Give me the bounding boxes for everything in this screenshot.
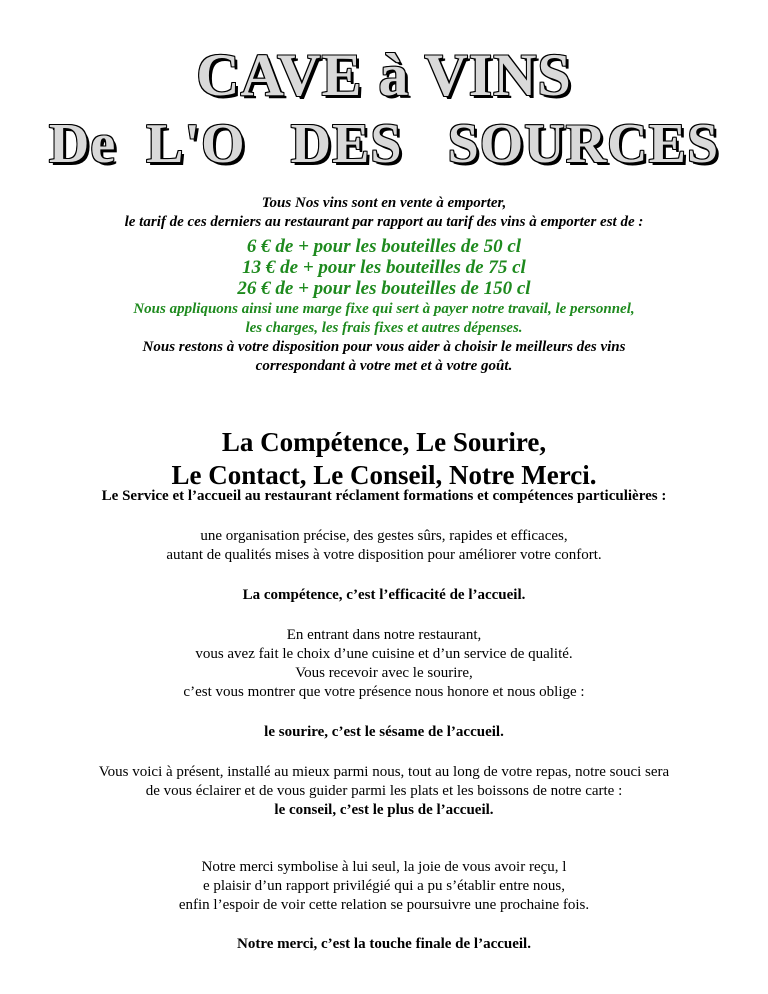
paragraph-line: Notre merci symbolise à lui seul, la joie de vous avoir reçu, l bbox=[201, 859, 567, 875]
pricing-intro bbox=[0, 194, 768, 232]
paragraph-sourire bbox=[0, 626, 768, 702]
paragraph-line: e plaisir d’un rapport privilégié qui a pu s’établir entre nous, bbox=[203, 878, 565, 894]
paragraph-line: enfin l’espoir de voir cette relation se poursuivre une prochaine fois. bbox=[178, 897, 590, 913]
price-line-50cl: 6 € de + pour les bouteilles de 50 cl bbox=[246, 236, 522, 257]
conclusion-line: le conseil, c’est le plus de l’accueil. bbox=[274, 802, 494, 818]
pricing-intro-line: Tous Nos vins sont en vente à emporter, bbox=[261, 195, 507, 211]
paragraph-line: Vous recevoir avec le sourire, bbox=[295, 665, 473, 681]
page-subtitle: De L'O DES SOURCES bbox=[48, 113, 720, 175]
margin-note-line: les charges, les frais fixes et autres dépenses. bbox=[245, 320, 523, 336]
help-note-line: Nous restons à votre disposition pour vous aider à choisir le meilleurs des vins bbox=[142, 339, 626, 355]
conclusion-line: La compétence, c’est l’efficacité de l’accueil. bbox=[242, 587, 526, 603]
paragraph-conseil bbox=[0, 763, 768, 820]
paragraph-line: vous avez fait le choix d’une cuisine et d’un service de qualité. bbox=[195, 646, 573, 662]
values-heading bbox=[0, 426, 768, 492]
conclusion-line: le sourire, c’est le sésame de l’accueil. bbox=[264, 724, 504, 740]
conclusion-merci bbox=[0, 935, 768, 954]
paragraph-competence bbox=[0, 527, 768, 565]
price-list bbox=[0, 236, 768, 299]
conclusion-sourire bbox=[0, 723, 768, 742]
paragraph-line: c’est vous montrer que votre présence nous honore et nous oblige : bbox=[183, 684, 585, 700]
pricing-intro-line: le tarif de ces derniers au restaurant par rapport au tarif des vins à emporter est de : bbox=[124, 214, 644, 230]
values-heading-line: La Compétence, Le Sourire, bbox=[221, 427, 547, 457]
page-title: CAVE à VINS bbox=[196, 42, 572, 108]
help-note bbox=[0, 338, 768, 376]
price-line-150cl: 26 € de + pour les bouteilles de 150 cl bbox=[237, 278, 531, 299]
margin-note bbox=[0, 300, 768, 338]
help-note-line: correspondant à votre met et à votre goût. bbox=[255, 358, 513, 374]
paragraph-line: Vous voici à présent, installé au mieux parmi nous, tout au long de votre repas, notre souci sera bbox=[98, 764, 670, 780]
price-line-75cl: 13 € de + pour les bouteilles de 75 cl bbox=[242, 257, 526, 278]
service-intro bbox=[0, 487, 768, 506]
paragraph-line: En entrant dans notre restaurant, bbox=[286, 627, 482, 643]
paragraph-line: autant de qualités mises à votre disposition pour améliorer votre confort. bbox=[166, 547, 602, 563]
paragraph-merci bbox=[0, 858, 768, 915]
values-heading-line: Le Contact, Le Conseil, Notre Merci. bbox=[171, 460, 597, 490]
margin-note-line: Nous appliquons ainsi une marge fixe qui sert à payer notre travail, le personnel, bbox=[133, 301, 635, 317]
paragraph-line: de vous éclairer et de vous guider parmi les plats et les boissons de notre carte : bbox=[145, 783, 623, 799]
conclusion-line: Notre merci, c’est la touche finale de l’accueil. bbox=[237, 936, 531, 952]
paragraph-line: une organisation précise, des gestes sûrs, rapides et efficaces, bbox=[200, 528, 568, 544]
service-intro-line: Le Service et l’accueil au restaurant réclament formations et compétences particulières : bbox=[101, 488, 667, 504]
conclusion-competence bbox=[0, 586, 768, 605]
